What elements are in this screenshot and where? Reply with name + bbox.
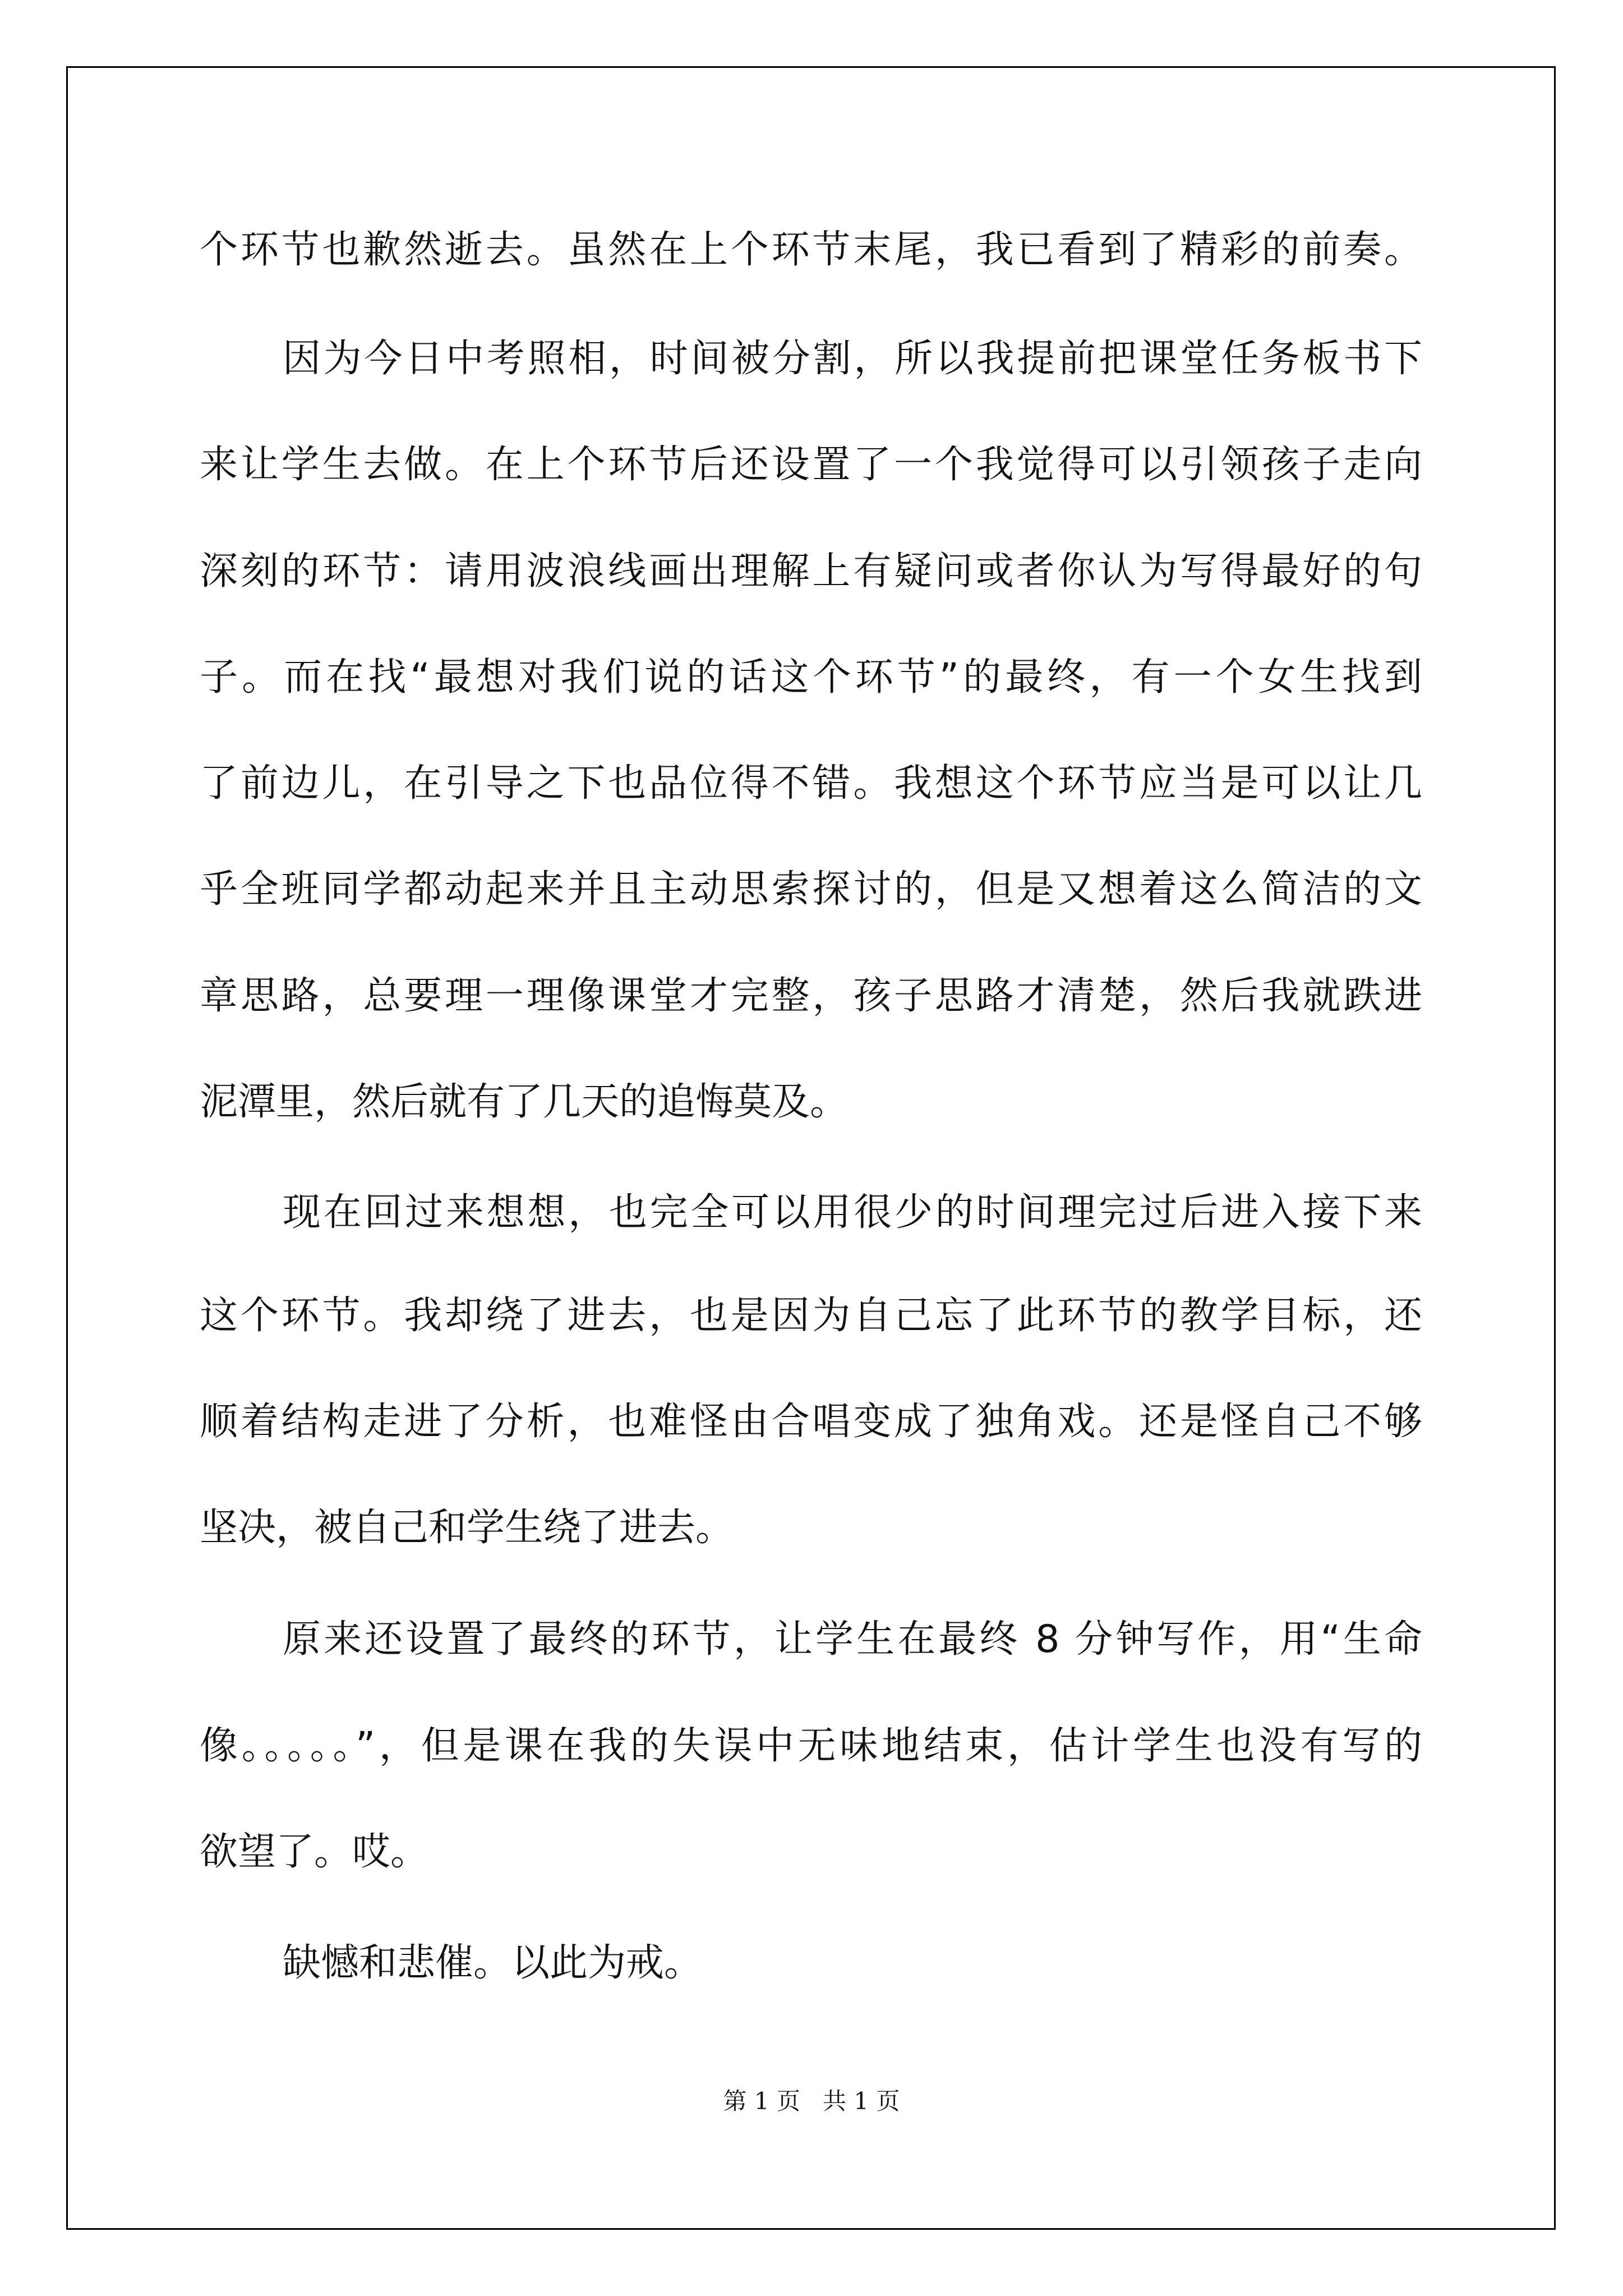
- paragraph-first-line: 现在回过来想想，也完全可以用很少的时间理完过后进入接下来: [283, 1190, 1422, 1235]
- text-line: 泥潭里，然后就有了几天的追悔莫及。: [200, 1080, 849, 1124]
- text-line: 乎全班同学都动起来并且主动思索探讨的，但是又想着这么简洁的文: [200, 867, 1422, 912]
- paragraph-first-line: 原来还设置了最终的环节，让学生在最终 8 分钟写作，用“生命: [283, 1617, 1422, 1662]
- page-number-footer: [0, 2086, 1623, 2117]
- text-line: 子。而在找“最想对我们说的话这个环节”的最终，有一个女生找到: [200, 655, 1422, 700]
- text-line: 这个环节。我却绕了进去，也是因为自己忘了此环节的教学目标，还: [200, 1294, 1422, 1338]
- paragraph-first-line: 缺憾和悲催。以此为戒。: [283, 1941, 703, 1985]
- paragraph-first-line: 因为今日中考照相，时间被分割，所以我提前把课堂任务板书下: [283, 337, 1422, 381]
- page-number-label: 第 1 页 共 1 页: [723, 2087, 900, 2115]
- text-line: 章思路，总要理一理像课堂才完整，孩子思路才清楚，然后我就跌进: [200, 974, 1422, 1018]
- text-line: 了前边儿，在引导之下也品位得不错。我想这个环节应当是可以让几: [200, 761, 1422, 806]
- text-line: 欲望了。哎。: [200, 1830, 429, 1874]
- page-border: [66, 66, 1556, 2230]
- text-line: 个环节也歉然逝去。虽然在上个环节末尾，我已看到了精彩的前奏。: [200, 228, 1422, 272]
- text-line: 深刻的环节：请用波浪线画出理解上有疑问或者你认为写得最好的句: [200, 549, 1422, 593]
- text-line: 顺着结构走进了分析，也难怪由合唱变成了独角戏。还是怪自己不够: [200, 1400, 1422, 1444]
- text-line: 像。。。。。”，但是课在我的失误中无味地结束，估计学生也没有写的: [200, 1724, 1422, 1768]
- text-line: 坚决，被自己和学生绕了进去。: [200, 1506, 734, 1550]
- text-line: 来让学生去做。在上个环节后还设置了一个我觉得可以引领孩子走向: [200, 443, 1422, 487]
